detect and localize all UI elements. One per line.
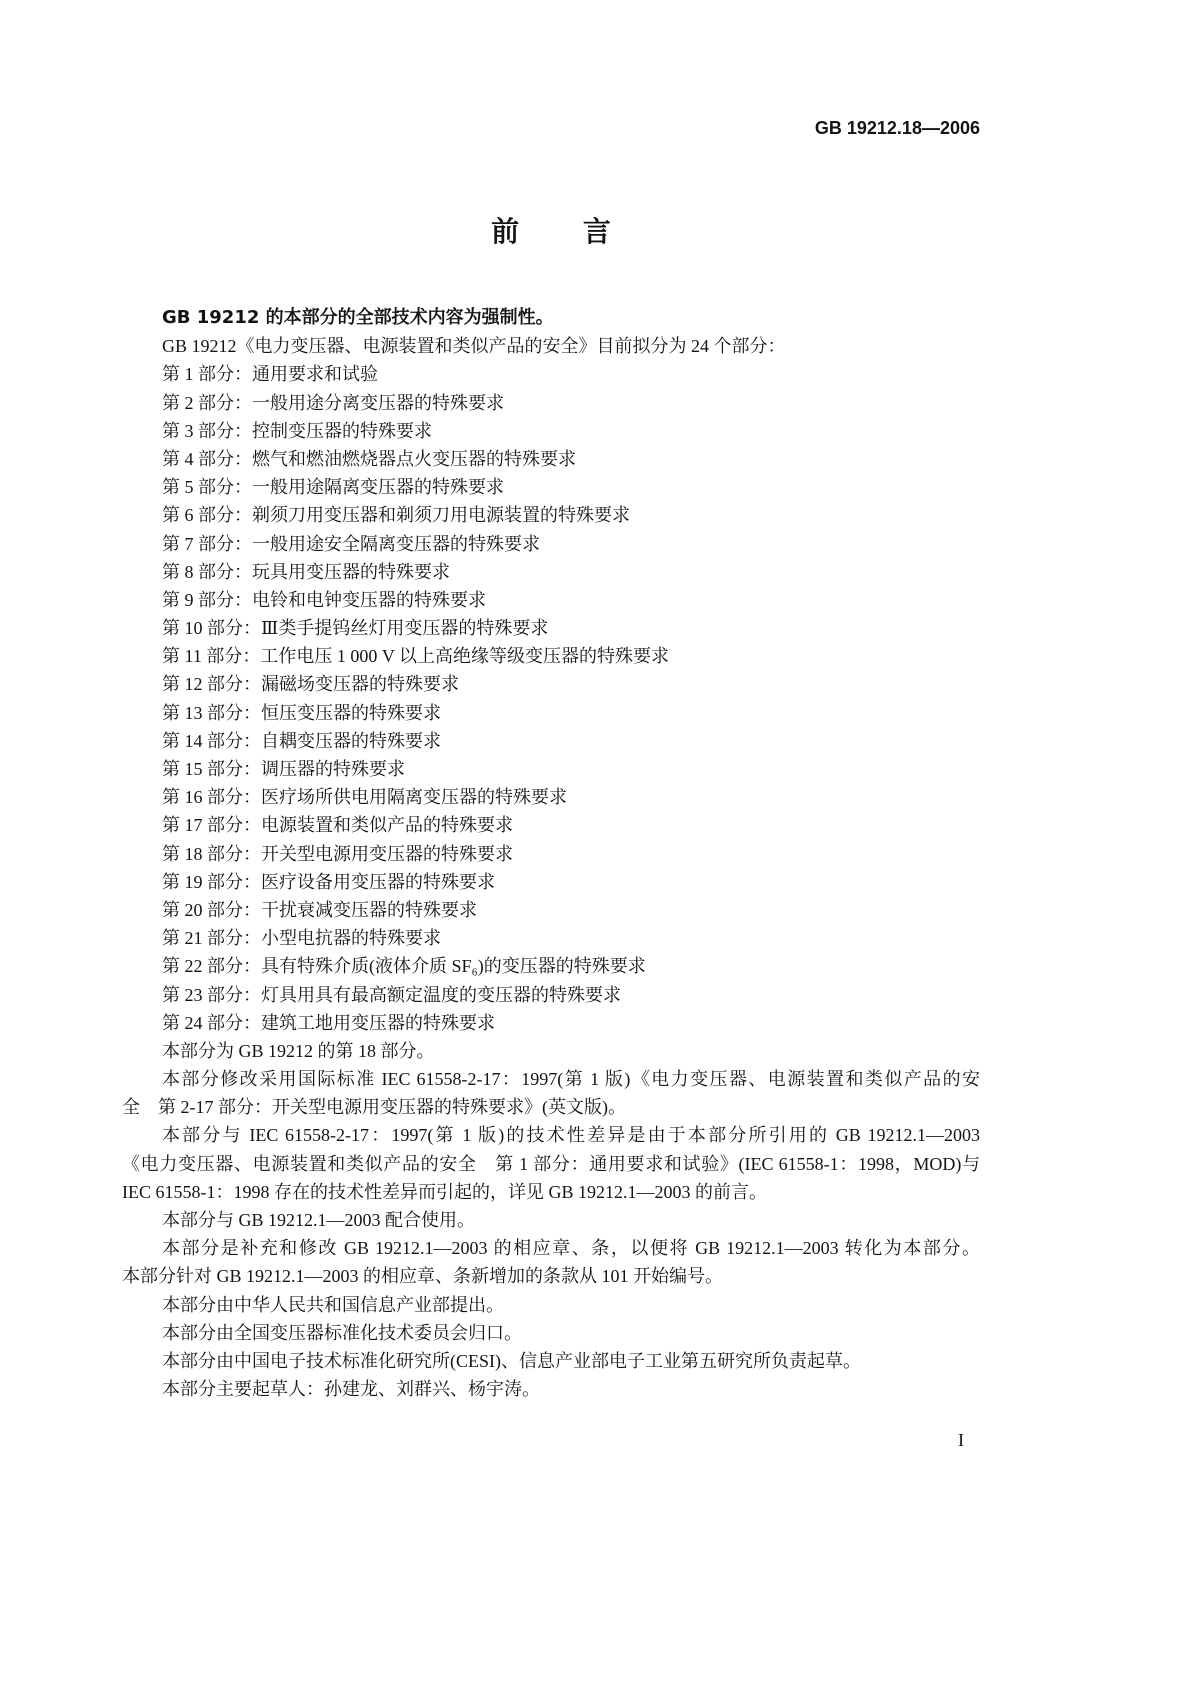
paragraph-line: IEC 61558-1：1998 存在的技术性差异而引起的，详见 GB 19212.1—2003 的前言。 xyxy=(122,1181,767,1202)
part-item: 第 5 部分：一般用途隔离变压器的特殊要求 xyxy=(162,477,504,498)
page-number: I xyxy=(958,1430,964,1450)
part-item: 第 23 部分：灯具用具有最高额定温度的变压器的特殊要求 xyxy=(162,984,621,1005)
part-item: 第 18 部分：开关型电源用变压器的特殊要求 xyxy=(162,843,513,864)
part-item: 第 9 部分：电铃和电钟变压器的特殊要求 xyxy=(162,589,486,610)
part-item: 第 22 部分：具有特殊介质(液体介质 SF₆)的变压器的特殊要求 xyxy=(162,956,646,977)
parts-list xyxy=(122,360,980,1037)
part-item: 第 8 部分：玩具用变压器的特殊要求 xyxy=(162,561,450,582)
part-item: 第 21 部分：小型电抗器的特殊要求 xyxy=(162,928,441,949)
paragraph-proposer xyxy=(122,1291,980,1319)
foreword-body xyxy=(122,304,980,1403)
paragraph-drafters xyxy=(122,1375,980,1403)
paragraph-drafting-org xyxy=(122,1347,980,1375)
part-item: 第 2 部分：一般用途分离变压器的特殊要求 xyxy=(162,392,504,413)
paragraph-committee xyxy=(122,1319,980,1347)
part-item: 第 20 部分：干扰衰减变压器的特殊要求 xyxy=(162,899,477,920)
part-item: 第 15 部分：调压器的特殊要求 xyxy=(162,759,405,779)
paragraph-line: 本部分主要起草人：孙建龙、刘群兴、杨宇涛。 xyxy=(162,1379,540,1400)
part-item: 第 16 部分：医疗场所供电用隔离变压器的特殊要求 xyxy=(162,787,567,808)
standard-code-header: GB 19212.18—2006 xyxy=(814,118,980,138)
paragraph-line: 本部分由中国电子技术标准化研究所(CESI)、信息产业部电子工业第五研究所负责起草。 xyxy=(162,1350,861,1371)
part-item: 第 12 部分：漏磁场变压器的特殊要求 xyxy=(162,674,459,695)
paragraph-line: 本部分修改采用国际标准 IEC 61558-2-17：1997(第 1 版)《电力变压器、电源装置和类似产品的安 xyxy=(162,1069,980,1090)
paragraph-line: 本部分与 IEC 61558-2-17：1997(第 1 版)的技术性差异是由于本部分所引用的 GB 19212.1—2003 xyxy=(162,1125,980,1146)
paragraph-line: 《电力变压器、电源装置和类似产品的安全 第 1 部分：通用要求和试验》(IEC 61558-1：1998，MOD)与 xyxy=(122,1153,980,1174)
paragraph-line: 本部分由中华人民共和国信息产业部提出。 xyxy=(162,1294,504,1315)
paragraph-technical-differences xyxy=(122,1121,980,1206)
part-item: 第 11 部分：工作电压 1 000 V 以上高绝缘等级变压器的特殊要求 xyxy=(162,646,670,667)
paragraph-line: 本部分由全国变压器标准化技术委员会归口。 xyxy=(162,1322,522,1343)
paragraph-line: 本部分为 GB 19212 的第 18 部分。 xyxy=(162,1040,435,1061)
paragraph-line: 全 第 2-17 部分：开关型电源用变压器的特殊要求》(英文版)。 xyxy=(122,1097,626,1118)
part-item: 第 17 部分：电源装置和类似产品的特殊要求 xyxy=(162,815,513,836)
part-item: 第 10 部分：Ⅲ类手提钨丝灯用变压器的特殊要求 xyxy=(162,618,549,639)
page-title: 前 言 xyxy=(491,215,611,248)
part-item: 第 7 部分：一般用途安全隔离变压器的特殊要求 xyxy=(162,533,540,554)
paragraph-part-number xyxy=(122,1037,980,1065)
part-item: 第 1 部分：通用要求和试验 xyxy=(162,364,378,385)
series-intro: GB 19212《电力变压器、电源装置和类似产品的安全》目前拟分为 24 个部分： xyxy=(162,336,786,357)
paragraph-usage xyxy=(122,1206,980,1234)
part-item: 第 13 部分：恒压变压器的特殊要求 xyxy=(162,702,441,723)
paragraph-adoption xyxy=(122,1065,980,1121)
paragraph-line: 本部分是补充和修改 GB 19212.1—2003 的相应章、条，以便将 GB 19212.1—2003 转化为本部分。 xyxy=(162,1238,980,1259)
part-item: 第 19 部分：医疗设备用变压器的特殊要求 xyxy=(162,871,495,892)
part-item: 第 4 部分：燃气和燃油燃烧器点火变压器的特殊要求 xyxy=(162,448,576,469)
paragraph-numbering xyxy=(122,1234,980,1290)
part-item: 第 6 部分：剃须刀用变压器和剃须刀用电源装置的特殊要求 xyxy=(162,505,630,526)
mandatory-statement: GB 19212 的本部分的全部技术内容为强制性。 xyxy=(162,307,554,328)
part-item: 第 3 部分：控制变压器的特殊要求 xyxy=(162,420,432,441)
paragraph-line: 本部分与 GB 19212.1—2003 配合使用。 xyxy=(162,1210,476,1230)
part-item: 第 14 部分：自耦变压器的特殊要求 xyxy=(162,730,441,751)
paragraph-line: 本部分针对 GB 19212.1—2003 的相应章、条新增加的条款从 101 开始编号。 xyxy=(122,1266,724,1287)
part-item: 第 24 部分：建筑工地用变压器的特殊要求 xyxy=(162,1012,495,1033)
